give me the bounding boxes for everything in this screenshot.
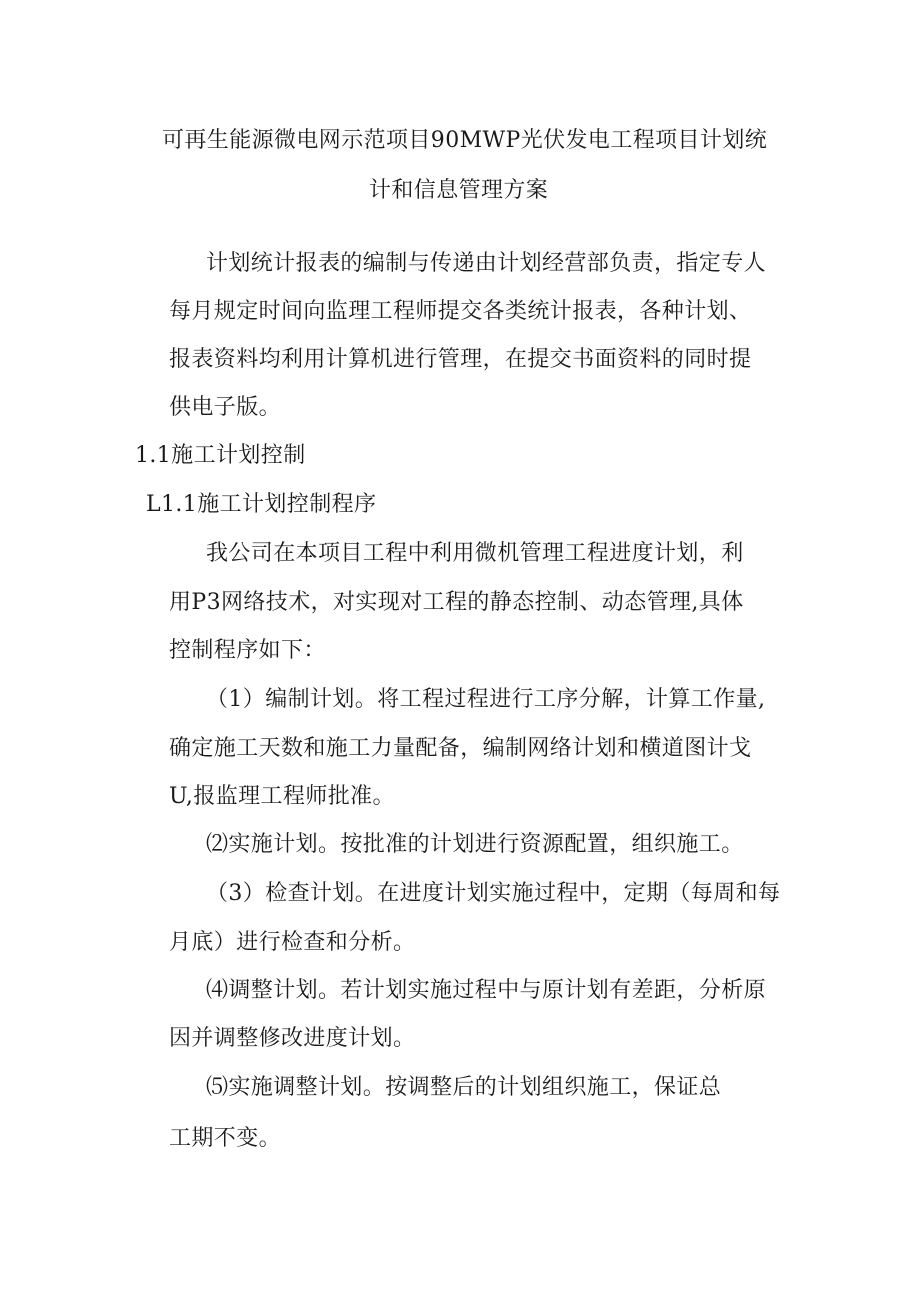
intro-line-3: 报表资料均利用计算机进行管理，在提交书面资料的同时提 xyxy=(169,347,752,372)
step-4-line-2: 因并调整修改进度计划。 xyxy=(169,1026,416,1051)
procedure-line-2: 用P3网络技术，对实现对工程的静态控制、动态管理,具体 xyxy=(169,590,744,615)
procedure-line-3: 控制程序如下： xyxy=(169,638,326,663)
intro-line-1: 计划统计报表的编制与传递由计划经营部负责，指定专人 xyxy=(206,251,767,276)
step-2-line-1: ⑵实施计划。按批准的计划进行资源配置，组织施工。 xyxy=(206,832,744,857)
intro-line-2: 每月规定时间向监理工程师提交各类统计报表，各种计划、 xyxy=(169,299,752,324)
step-3-line-2: 月底）进行检查和分析。 xyxy=(169,930,416,955)
document-title-line-2: 计和信息管理方案 xyxy=(369,178,549,203)
step-1-line-3: U,报监理工程师批准。 xyxy=(169,784,395,809)
step-1-line-1: （1）编制计划。将工程过程进行工序分解，计算工作量, xyxy=(206,687,766,712)
document-title-line-1: 可再生能源微电网示范项目90MWP光伏发电工程项目计划统 xyxy=(162,128,768,153)
step-5-line-1: ⑸实施调整计划。按调整后的计划组织施工，保证总 xyxy=(206,1075,722,1100)
step-4-line-1: ⑷调整计划。若计划实施过程中与原计划有差距，分析原 xyxy=(206,978,767,1003)
section-heading-1-1-1: L1.1施工计划控制程序 xyxy=(146,492,377,517)
procedure-line-1: 我公司在本项目工程中利用微机管理工程进度计划，利 xyxy=(206,541,744,566)
intro-line-4: 供电子版。 xyxy=(169,395,282,420)
section-heading-1-1: 1.1施工计划控制 xyxy=(135,443,306,468)
step-1-line-2: 确定施工天数和施工力量配备，编制网络计划和横道图计戈 xyxy=(169,736,752,761)
step-5-line-2: 工期不变。 xyxy=(169,1126,282,1151)
step-3-line-1: （3）检查计划。在进度计划实施过程中，定期（每周和每 xyxy=(206,881,781,906)
